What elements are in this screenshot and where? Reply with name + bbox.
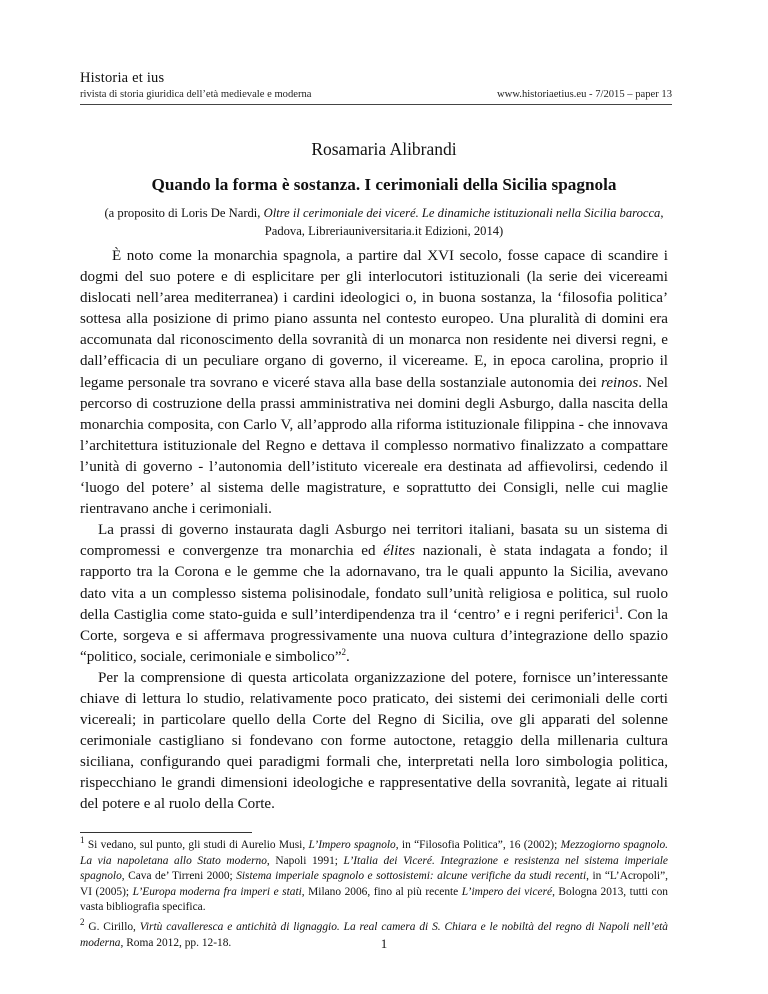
- journal-header: [80, 70, 672, 100]
- paragraph-2: La prassi di governo instaurata dagli Asburgo nei territori italiani, basata su un sistema di compromessi e convergenze tra monarchia ed élites nazionali, è stata indagata a fondo; il rapporto tra la Corona e le gemme che la adornavano, tra le quali appunto la Sicilia, avevano dato vita a un complesso sistema polisinodale, fondato sull’unità religiosa e politica, sul ruolo della Castiglia come stato-guida e sull’interdipendenza tra il ‘centro’ e i regni periferici$^1$. Con la Corte, sorgeva e si affermava progressivamente una nuova cultura d’integrazione dello spazio “politico, sociale, cerimoniale e simbolico”$^2$.: [80, 522, 669, 665]
- header-divider: [80, 104, 672, 105]
- journal-subtitle: rivista di storia giuridica dell’età medievale e moderna: [80, 89, 312, 100]
- footnote-divider: [80, 832, 252, 833]
- journal-title: Historia et ius: [80, 70, 165, 86]
- footnote-2: $^2$ G. Cirillo, Virtù cavalleresca e antichità di lignaggio. La real camera di S. Chiara e le nobiltà del regno di Napoli nell’età moderna, Roma 2012, pp. 12-18.: [80, 917, 668, 949]
- page-number: 1: [380, 936, 388, 951]
- journal-subheader: [80, 89, 672, 100]
- issue-info: www.historiaetius.eu - 7/2015 – paper 13: [497, 89, 672, 100]
- author-name: Rosamaria Alibrandi: [311, 139, 457, 159]
- reviewed-book-title: Oltre il cerimoniale dei viceré. Le dinamiche istituzionali nella Sicilia barocca: [263, 206, 661, 220]
- article-title: Quando la forma è sostanza. I cerimoniali della Sicilia spagnola: [151, 175, 617, 194]
- paragraph-3: Per la comprensione di questa articolata organizzazione del potere, fornisce un’interessante chiave di lettura lo studio, relativamente poco praticato, dei sistemi dei cerimoniali delle corti vicereali; in particolare quello della Corte del Regno di Sicilia, ove gli apparati del solenne cerimoniale castigliano si fondevano con forme autoctone, retaggio della millenaria cultura siciliana, configurando quei paradigmi formali che, interpretati nella loro simbologia politica, rispecchiano le grandi dimensioni ideologiche e rappresentative della sovranità, legate ai rituali del potere e al ruolo della Corte.: [80, 669, 668, 813]
- footnote-1: $^1$ Si vedano, sul punto, gli studi di Aurelio Musi, L’Impero spagnolo, in “Filosofia Politica”, 16 (2002); Mezzogiorno spagnolo. La via napoletana allo Stato moderno, Napoli 1991; L’Italia dei Viceré. Integrazione e resistenza nel sistema imperiale spagnolo, Cava de’ Tirreni 2000; Sistema imperiale spagnolo e sottosistemi: alcune verifiche da studi recenti, in “L’Acropoli”, VI (2005); L’Europa moderna fra imperi e stati, Milano 2006, fino al più recente L’impero dei viceré, Bologna 2013, tutti con vasta bibliografia specifica.: [80, 835, 668, 914]
- footnote-ref-1[interactable]: 1: [614, 604, 620, 615]
- paragraph-1: È noto come la monarchia spagnola, a partire dal XVI secolo, fosse capace di scandire i dogmi del suo potere e di esplicitare per gli interlocutori istituzionali (la serie dei vicereami dislocati nell’area mediterranea) i cardini ideologici o, in buona sostanza, la ‘filosofia politica’ sottesa alla posizione di primo piano assunta nel contesto europeo. Una pluralità di domini era accomunata dal riconoscimento della sovranità di un monarca non residente nei diversi regni, e dall’efficacia di un peculiare organo di governo, il vicereame. E, in epoca carolina, proprio il legame personale tra sovrano e viceré stava alla base della sostanziale autonomia dei reinos. Nel percorso di costruzione della prassi amministrativa nei domini degli Asburgo, dalla nascita della monarchia composita, con Carlo V, all’approdo alla riforma istituzionale filippina - che innovava l’architettura istituzionale del Regno e dettava il complesso normativo finalizzato a compattare l’unità di governo - l’autonomia dell’istituto vicereale era destinata ad affievolirsi, cedendo il ‘luogo del potere’ al sistema delle magistrature, e soprattutto dei Consigli, nelle cui maglie rientravano anche i cerimoniali.: [80, 248, 669, 518]
- footnote-ref-2[interactable]: 2: [341, 646, 347, 657]
- article-subtitle: (a proposito di Loris De Nardi, Oltre il cerimoniale dei viceré. Le dinamiche istituzionali nella Sicilia barocca, Padova, Libreriauniversitaria.it Edizioni, 2014): [104, 206, 664, 238]
- article-body: [80, 246, 668, 816]
